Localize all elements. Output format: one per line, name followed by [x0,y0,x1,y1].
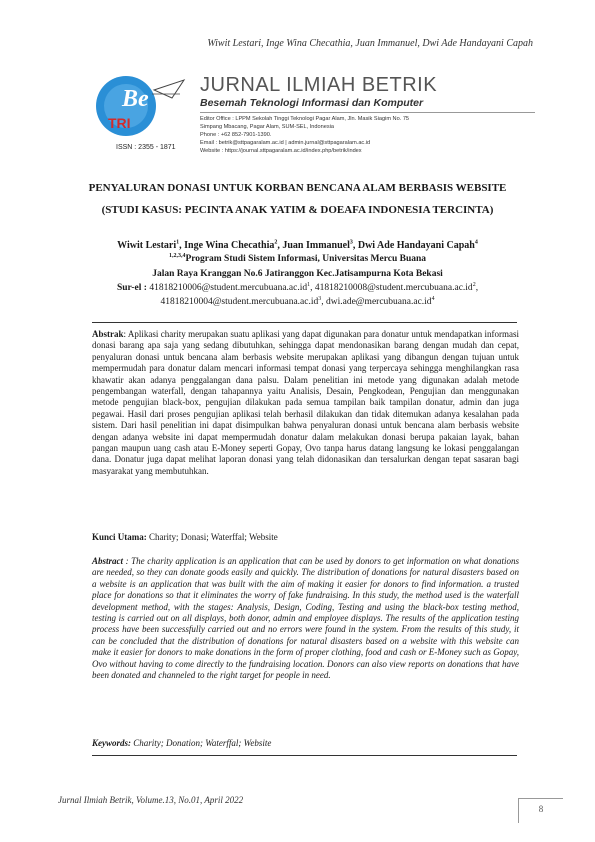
journal-info-line: Editor Office : LPPM Sekolah Tinggi Teknologi Pagar Alam, Jln. Masik Siagim No. 75 [200,116,410,122]
keywords-label: Kunci Utama: [92,532,147,542]
author-list [40,240,555,251]
email-address: , 41818210008@student.mercubuana.ac.id [310,283,473,293]
journal-header [92,72,552,164]
issn: ISSN : 2355 - 1871 [116,144,176,151]
email-sup: 1 [307,281,311,288]
journal-info [200,115,530,155]
logo-text-top: Be [122,86,149,112]
author-sup: 1 [176,239,180,246]
abstract-text: : Aplikasi charity merupakan suatu aplikasi yang dapat digunakan para donatur untuk mendapatkan informasi donasi barang apa saja yang sedang dibutuhkan, sehingga dapat mendonasikan barang dengan mudah dan cepat, penyaluran donasi untuk bencana alam berbasis website merupakan aplikasi yang dibangun dengan tujuan untuk mempermudah para donatur dalam mencari informasi tempat donasi yang terpercaya sehingga menghilangkan rasa khawatir akan adanya penggalangan dana palsu. Dalam penelitian ini metode yang digunakan adalah metode pengembangan waterfall, dengan tahapannya yaitu Analisis, Desain, Pengkodean, Pengujian dan menggunakan metode pengujian black-box, pengujian dilakukan pada semua tampilan baik tampilan donatur, admin dan juga pegawai. Hasil dari proses pengujian aplikasi telah berhasil dilakukan dan tidak ditemukan adanya kesalahan pada sistem. Dari hasil penelitian ini dapat disimpulkan bahwa penyaluran donasi untuk bencana alam berbasis website dengan adanya website ini dapat mempermudah donatur dalam melakukan donasi berupa pakaian layak, bahan pangan maupun uang cash atau E-Money seperti Gopay, Ovo tanpa harus datang langsung ke lokasi penggalangan dana. Donatur juga dapat melihat laporan donasi yang telah didonasikan dan tersalurkan dengan tepat sasaran bagi masyarakat yang membutuhkan. [92,329,519,476]
journal-info-line: Email : betrik@sttpagaralam.ac.id | admin.jurnal@sttpagaralam.ac.id [200,140,371,146]
email-line-1 [40,283,555,293]
email-separator: , [475,283,479,293]
journal-divider [200,112,535,113]
author-name: , Dwi Ade Handayani Capah [352,240,475,251]
email-address: 41818210004@student.mercubuana.ac.id [160,297,319,307]
email-address: 41818210006@student.mercubuana.ac.id [149,283,308,293]
abstract-top-rule [92,322,517,323]
keywords-label: Keywords: [92,738,131,748]
keywords-text: Charity; Donation; Waterffal; Website [131,738,272,748]
author-sup: 3 [349,239,353,246]
author-name: Wiwit Lestari [117,240,177,251]
author-name: , Juan Immanuel [277,240,350,251]
affiliation-sup: 1,2,3,4 [168,252,186,259]
journal-info-line: Simpang Mbacang, Pagar Alam, SUM-SEL, Indonesia [200,124,335,130]
keywords-text: Charity; Donasi; Waterffal; Website [146,532,278,542]
email-label: Sur-el : [116,283,150,293]
author-name: , Inge Wina Checathia [179,240,275,251]
paper-title-line-2: (STUDI KASUS: PECINTA ANAK YATIM & DOEAFA INDONESIA TERCINTA) [101,204,494,216]
logo-text-bottom: TRI [108,115,131,131]
journal-subtitle: Besemah Teknologi Informasi dan Komputer [200,97,424,109]
email-line-2 [40,297,555,307]
author-sup: 4 [474,239,478,246]
abstract-indonesian [92,329,519,477]
email-sup: 4 [431,295,435,302]
paper-title-line-1: PENYALURAN DONASI UNTUK KORBAN BENCANA ALAM BERBASIS WEBSITE [88,182,507,194]
journal-title: JURNAL ILMIAH BETRIK [200,74,438,96]
email-sup: 2 [472,281,476,288]
journal-info-line: Phone : +62 852-7901-1390. [200,132,272,138]
running-head: Wiwit Lestari, Inge Wina Checathia, Juan Immanuel, Dwi Ade Handayani Capah [207,38,533,49]
abstract-label: Abstract [92,556,124,566]
page-number: 8 [518,798,563,823]
abstract-bottom-rule [92,755,517,756]
abstract-english [92,556,519,681]
journal-logo [92,72,188,140]
page-footer: Jurnal Ilmiah Betrik, Volume.13, No.01, April 2022 [58,795,244,805]
keywords-english [92,738,519,748]
affiliation-line-1 [40,254,555,264]
email-address: , dwi.ade@mercubuana.ac.id [321,297,432,307]
keywords-indonesian [92,532,519,542]
affiliation-line-2: Jalan Raya Kranggan No.6 Jatiranggon Kec.Jatisampurna Kota Bekasi [152,269,443,279]
journal-info-line: Website : https://journal.sttpagaralam.ac.id/index.php/betrik/index [200,148,362,154]
abstract-text: : The charity application is an application that can be used by donors to get information on what donations are needed, so they can donate goods easily and quickly. The distribution of donations for natural disasters based on a website is an application that was built with the aim of making it easier for donors to find information. a trusted place for donations so that it eliminates the worry of fake fundraising. In this study, the method used is the waterfall development method, with the stages: Analysis, Design, Coding, Testing and using the black-box testing method, testing is carried out on all displays, both donor, admin and employee displays. The results of the application testing process have been successfully carried out and no errors were found in the system. From the results of this study, it can be concluded that the distribution of donations for natural disasters based on a website with this website can make it easier for donors to make donations in the form of proper clothing, food and cash or E-Money such as Gopay, Ovo without having to come directly to the fundraising location. Donors can also view reports on donations that have been donated and channeled to the right target for people in need. [92,556,519,681]
affiliation-text: Program Studi Sistem Informasi, Universitas Mercu Buana [185,254,427,264]
author-sup: 2 [274,239,278,246]
email-sup: 3 [318,295,322,302]
abstract-label: Abstrak [92,329,124,339]
